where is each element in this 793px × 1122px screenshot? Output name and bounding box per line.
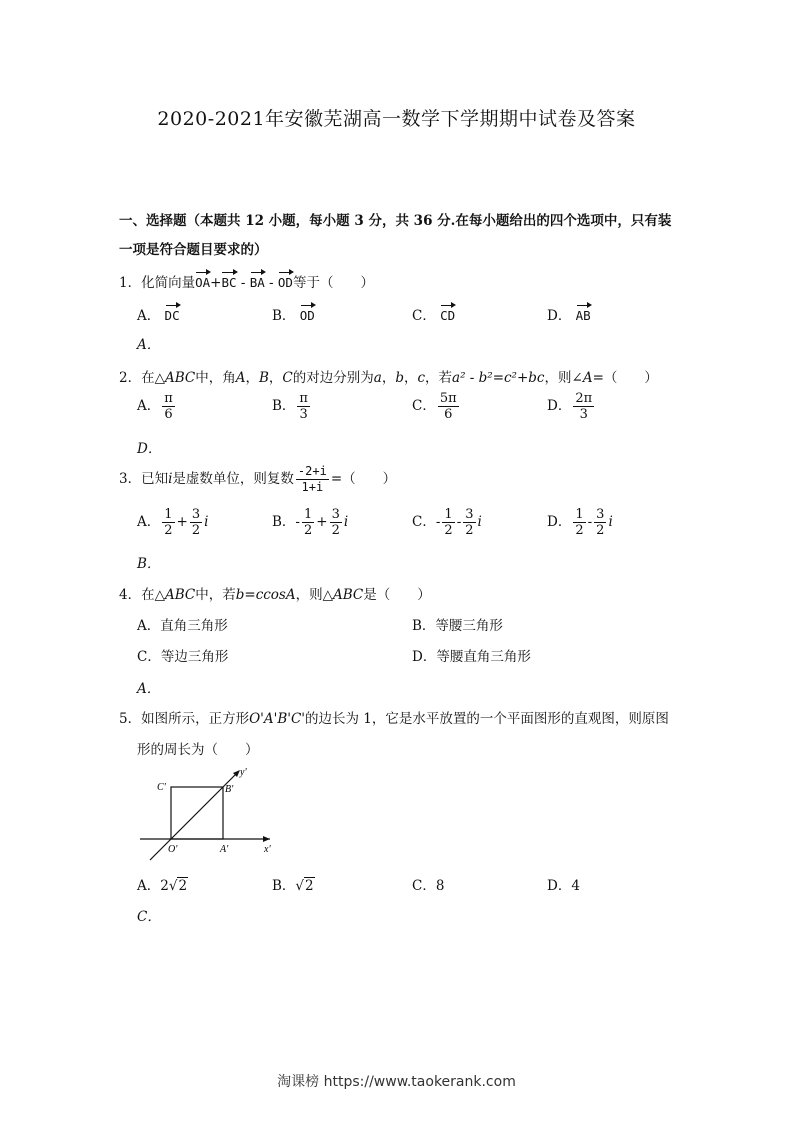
page-title: 2020-2021年安徽芜湖高一数学下学期期中试卷及答案: [157, 108, 636, 130]
label-o: O': [168, 844, 178, 855]
q3-text: 是虚数单位，则复数: [172, 471, 294, 487]
denominator: 2: [164, 523, 173, 538]
fraction: [302, 507, 314, 538]
numerator: 5π: [439, 391, 457, 406]
denominator: 6: [164, 407, 173, 422]
q4-text: 是（ ）: [363, 587, 431, 603]
denominator: 3: [299, 407, 308, 422]
q3-option-a: [137, 507, 208, 538]
numerator: 1: [164, 507, 173, 522]
q4-text: 4．在△: [119, 587, 165, 603]
option-label: A．: [137, 308, 161, 324]
q1-prefix: 1．化简向量: [119, 275, 196, 291]
option-fraction: [162, 391, 175, 422]
question-3: [119, 464, 396, 495]
question-2: [119, 366, 658, 386]
q2-answer: D．: [137, 441, 162, 457]
q1-minus-1: -: [236, 275, 250, 291]
option-label: D．: [547, 308, 572, 324]
numerator: 3: [465, 507, 474, 522]
q2-equation: a² - b²=c²+bc: [452, 370, 545, 386]
q2-triangle: ABC: [164, 370, 196, 386]
numerator: 3: [331, 507, 340, 522]
option-text: 等腰三角形: [435, 618, 503, 634]
q2-option-d: [547, 391, 596, 422]
numerator: 3: [596, 507, 605, 522]
numerator: -2+i: [297, 464, 327, 478]
imaginary-unit: i: [343, 514, 349, 530]
q3-option-c: [412, 507, 482, 538]
imaginary-unit: i: [608, 514, 613, 530]
numerator: 1: [575, 507, 584, 522]
q4-answer: A．: [137, 681, 161, 697]
option-label: B．: [272, 308, 296, 324]
denominator: 1+i: [301, 480, 324, 494]
fraction: [573, 507, 585, 538]
q4-text: ，则△: [295, 587, 334, 603]
option-label: D．: [412, 649, 437, 665]
denominator: 3: [579, 407, 588, 422]
radicand: 2: [178, 878, 188, 894]
q2-comma: ，: [268, 370, 283, 386]
q3-imaginary-unit: i: [168, 471, 173, 487]
q1-vector-od: OD: [278, 270, 293, 290]
sqrt: √2: [168, 878, 188, 894]
question-4: [119, 583, 431, 603]
option-label: A．: [137, 878, 161, 894]
radicand: 2: [305, 878, 314, 894]
operator: -: [587, 514, 593, 530]
q2-option-b: [272, 391, 312, 422]
option-vector: CD: [440, 303, 455, 323]
q4-triangle: ABC: [333, 587, 364, 603]
q3-option-d: [547, 507, 613, 538]
fraction: [162, 507, 174, 538]
option-label: D．: [547, 514, 572, 530]
fraction: [190, 507, 202, 538]
q1-answer: A．: [137, 337, 161, 353]
option-fraction: [297, 391, 310, 422]
denominator: 2: [303, 523, 313, 538]
coefficient: 2: [160, 878, 169, 894]
option-vector: DC: [165, 303, 180, 323]
option-fraction: [573, 391, 594, 422]
q2-text: ，则∠: [544, 370, 583, 386]
q3-fraction: [296, 464, 329, 495]
q2-text: ，若: [425, 370, 453, 386]
numerator: π: [164, 391, 173, 406]
label-b: B': [225, 784, 234, 795]
denominator: 6: [444, 407, 453, 422]
option-label: B．: [272, 398, 296, 414]
denominator: 2: [596, 523, 605, 538]
option-fraction: [438, 391, 459, 422]
option-label: A．: [137, 618, 161, 634]
label-x: x': [264, 844, 271, 855]
q5-shape-name: O'A'B'C': [249, 711, 306, 727]
q2-text: =（ ）: [592, 370, 658, 386]
q2-text: 的对边分别为: [292, 370, 374, 386]
option-label: D．: [547, 398, 572, 414]
sign: -: [435, 514, 441, 530]
q4-text: 中，若: [195, 587, 236, 603]
option-label: B．: [412, 618, 436, 634]
option-vector: OD: [300, 303, 315, 323]
footer-watermark: 淘课榜 https://www.taokerank.com: [277, 1074, 516, 1090]
numerator: π: [299, 391, 308, 406]
question-5: [119, 707, 669, 727]
option-text: 4: [571, 878, 580, 894]
numerator: 1: [444, 507, 453, 522]
q1-option-c: [412, 303, 455, 324]
q2-angle-a: A: [235, 370, 246, 386]
q1-option-d: [547, 303, 591, 324]
option-label: D．: [547, 878, 572, 894]
q2-side-a: a: [373, 370, 382, 386]
q1-suffix: 等于（ ）: [292, 275, 374, 291]
numerator: 3: [191, 507, 201, 522]
fraction: [442, 507, 454, 538]
q4-option-d: [412, 645, 531, 665]
denominator: 2: [191, 523, 201, 538]
q2-angle-c: C: [282, 370, 293, 386]
label-a: A': [220, 844, 229, 855]
option-label: C．: [412, 308, 436, 324]
numerator: 1: [303, 507, 313, 522]
denominator: 2: [575, 523, 584, 538]
q5-figure: [130, 760, 280, 870]
fraction: [330, 507, 342, 538]
numerator: 2π: [575, 391, 593, 406]
x-axis-arrow-icon: [263, 836, 270, 842]
option-label: A．: [137, 514, 161, 530]
q5-text: 的边长为 1，它是水平放置的一个平面图形的直观图，则原图: [305, 711, 669, 727]
question-1: [119, 270, 374, 291]
q4-option-b: [412, 614, 503, 634]
q1-vector-ba: BA: [250, 270, 265, 290]
q5-option-d: [547, 874, 580, 894]
option-label: C．: [412, 878, 436, 894]
option-label: A．: [137, 398, 161, 414]
q3-answer: B．: [137, 556, 161, 572]
operator: -: [456, 514, 462, 530]
imaginary-unit: i: [477, 514, 482, 530]
denominator: 2: [444, 523, 453, 538]
q3-option-b: [272, 507, 348, 538]
section-heading-line2: 一项是符合题目要求的）: [119, 242, 268, 258]
option-text: 等边三角形: [160, 649, 229, 665]
q2-comma: ，: [381, 370, 396, 386]
option-label: B．: [272, 878, 296, 894]
sqrt: √2: [295, 878, 314, 894]
q4-equation: b=ccosA: [235, 587, 296, 603]
option-label: C．: [412, 398, 436, 414]
q2-comma: ，: [403, 370, 418, 386]
sign: -: [295, 514, 300, 530]
option-label: B．: [272, 514, 296, 530]
q2-text: 中，角: [195, 370, 236, 386]
question-5-line2: 形的周长为（ ）: [137, 742, 259, 758]
q4-option-a: [137, 614, 228, 634]
q5-option-c: [412, 874, 444, 894]
fraction: [594, 507, 606, 538]
q1-plus: +: [210, 275, 222, 291]
option-label: C．: [412, 514, 436, 530]
denominator: 2: [331, 523, 340, 538]
q3-text: 3．已知: [119, 471, 169, 487]
q1-option-b: [272, 303, 315, 324]
option-vector: AB: [576, 303, 591, 323]
q2-text: 2．在△: [119, 370, 165, 386]
q1-vector-bc: BC: [221, 270, 236, 290]
denominator: 2: [465, 523, 474, 538]
operator: +: [176, 514, 188, 530]
q2-side-c: c: [417, 370, 426, 386]
q2-side-b: b: [395, 370, 404, 386]
q2-option-a: [137, 391, 177, 422]
q2-angle-b: B: [258, 370, 269, 386]
q5-text: 5．如图所示，正方形: [119, 711, 250, 727]
q1-vector-oa: OA: [195, 270, 210, 290]
q2-angle: A: [582, 370, 593, 386]
q2-option-c: [412, 391, 461, 422]
q5-option-b: [272, 874, 315, 894]
q5-option-a: [137, 874, 188, 894]
fraction: [463, 507, 475, 538]
option-label: C．: [137, 649, 161, 665]
q3-text: =（ ）: [330, 471, 397, 487]
option-text: 8: [435, 878, 445, 894]
section-heading-line1: 一、选择题（本题共 12 小题，每小题 3 分，共 36 分.在每小题给出的四个选项中，只有装: [119, 213, 672, 229]
q5-answer: C．: [137, 909, 161, 925]
label-y: y': [240, 767, 247, 778]
q1-option-a: [137, 303, 180, 324]
imaginary-unit: i: [204, 514, 209, 530]
option-text: 直角三角形: [160, 618, 228, 634]
q4-triangle: ABC: [164, 587, 196, 603]
option-text: 等腰直角三角形: [436, 649, 531, 665]
q2-comma: ，: [245, 370, 259, 386]
operator: +: [316, 514, 328, 530]
label-c: C': [157, 782, 166, 793]
q1-minus-2: -: [264, 275, 278, 291]
q4-option-c: [137, 645, 228, 665]
